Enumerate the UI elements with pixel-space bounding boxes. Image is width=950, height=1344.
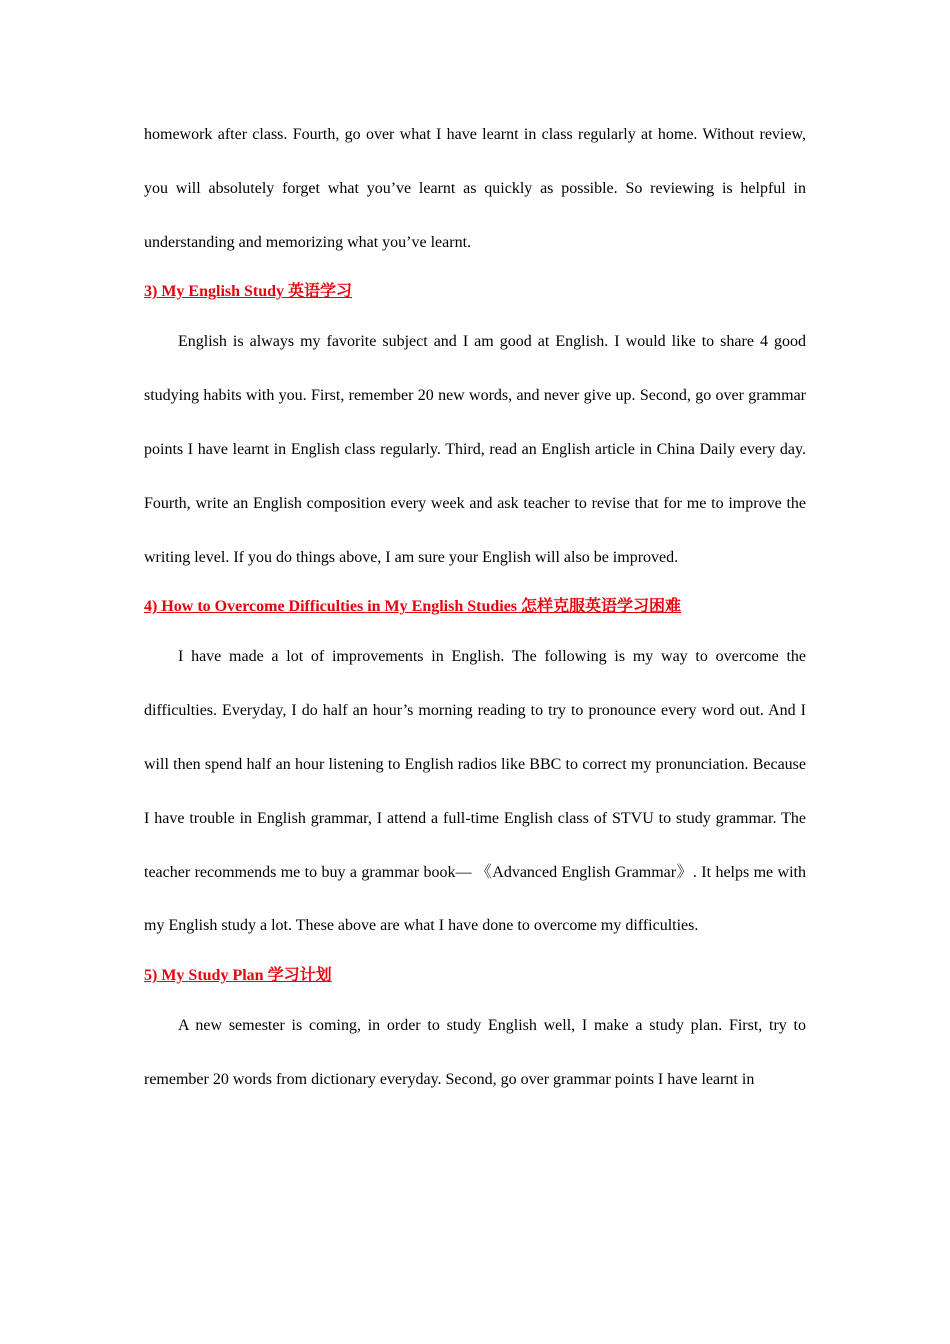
- document-page: [144, 108, 806, 1107]
- section-heading-study-plan: 5) My Study Plan 学习计划: [144, 967, 332, 985]
- paragraph-continued: homework after class. Fourth, go over what I have learnt in class regularly at home. Without review, you will absolutely forget what you’ve learnt as quickly as possible. So reviewing is helpful in understanding and memorizing what you’ve learnt.: [144, 126, 806, 251]
- paragraph-study-plan: A new semester is coming, in order to study English well, I make a study plan. First, try to remember 20 words from dictionary everyday. Second, go over grammar points I have learnt in: [144, 1017, 806, 1088]
- paragraph-my-english-study: English is always my favorite subject and I am good at English. I would like to share 4 good studying habits with you. First, remember 20 new words, and never give up. Second, go over grammar points I have learnt in English class regularly. Third, read an English article in China Daily every day. Fourth, write an English composition every week and ask teacher to revise that for me to improve the writing level. If you do things above, I am sure your English will also be improved.: [144, 333, 806, 566]
- section-heading-my-english-study: 3) My English Study 英语学习: [144, 283, 353, 301]
- paragraph-overcome-difficulties: I have made a lot of improvements in English. The following is my way to overcome the difficulties. Everyday, I do half an hour’s morning reading to try to pronounce every word out. And I will then spend half an hour listening to English radios like BBC to correct my pronunciation. Because I have trouble in English grammar, I attend a full-time English class of STVU to study grammar. The teacher recommends me to buy a grammar book— 《Advanced English Grammar》. It helps me with my English study a lot. These above are what I have done to overcome my difficulties.: [144, 648, 806, 935]
- section-heading-overcome-difficulties: 4) How to Overcome Difficulties in My English Studies 怎样克服英语学习困难: [144, 598, 682, 616]
